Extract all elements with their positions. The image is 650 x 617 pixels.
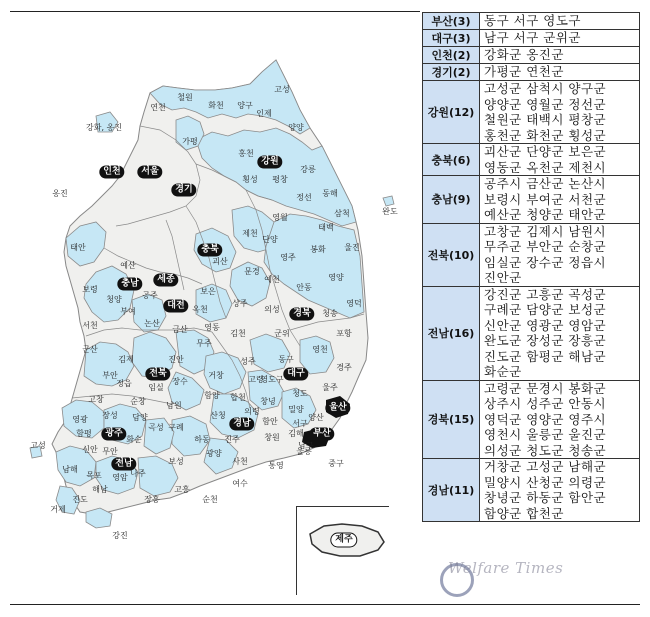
map-label: 영양 (328, 273, 344, 282)
region-pill-gyeongbuk: 경북 (289, 308, 314, 321)
province-cell: 강원(12) (423, 81, 480, 144)
map-label: 완도 (382, 207, 398, 216)
region-pill-gwangju: 광주 (101, 428, 126, 441)
region-pill-incheon: 인천 (99, 166, 124, 179)
map-label: 태백 (318, 223, 334, 232)
region-pill-daejeon: 대전 (163, 300, 188, 313)
region-pill-chungbuk: 충북 (197, 244, 222, 257)
map-label: 김해 (288, 429, 304, 438)
map-label: 홍천 (238, 149, 254, 158)
district-list-cell: 강진군 고흥군 곡성군 구례군 담양군 보성군 신안군 영광군 영암군 완도군 장성군 장흥군 진도군 함평군 해남군 화순군 (480, 286, 640, 380)
province-cell: 경북(15) (423, 380, 480, 459)
map-label: 거제 (50, 505, 66, 514)
map-label: 울주 (322, 383, 338, 392)
map-label: 군위 (274, 329, 290, 338)
region-row (423, 30, 640, 47)
map-label: 연천 (150, 103, 166, 112)
map-label: 예산 (120, 261, 136, 270)
map-label: 영도구 (260, 375, 284, 384)
map-label: 남원 (166, 401, 182, 410)
map-label: 중구 (328, 459, 344, 468)
map-label: 영주 (280, 253, 296, 262)
province-cell: 충북(6) (423, 144, 480, 176)
map-label: 화천 (208, 101, 224, 110)
map-label: 창원 (264, 433, 280, 442)
map-label: 부안 (102, 371, 118, 380)
map-label: 영광 (72, 415, 88, 424)
region-pill-sejong: 세종 (153, 274, 178, 287)
map-label: 영동 (204, 323, 220, 332)
district-list-cell: 거창군 고성군 남해군 밀양시 산청군 의령군 창녕군 하동군 함안군 함양군 합천군 (480, 459, 640, 522)
map-label: 예천 (264, 275, 280, 284)
region-pill-gyeonggi: 경기 (171, 184, 196, 197)
province-cell: 경기(2) (423, 64, 480, 81)
map-label: 영덕 (346, 299, 362, 308)
map-label: 순천 (202, 495, 218, 504)
province-cell: 대구(3) (423, 30, 480, 47)
map-label: 장성 (102, 411, 118, 420)
map-label: 정선 (296, 193, 312, 202)
map-label: 사천 (232, 457, 248, 466)
map-label: 울진 (344, 243, 360, 252)
region-pill-daegu: 대구 (283, 368, 308, 381)
map-label: 창녕 (260, 397, 276, 406)
map-label: 목포 (86, 471, 102, 480)
region-pill-jeonnam: 전남 (111, 458, 136, 471)
province-cell: 전북(10) (423, 223, 480, 286)
map-label: 인제 (256, 109, 272, 118)
map-label: 함양 (204, 391, 220, 400)
region-row (423, 380, 640, 459)
map-label: 안동 (296, 283, 312, 292)
map-label: 구례 (168, 423, 184, 432)
map-label: 서천 (82, 321, 98, 330)
map-label: 담양 (132, 413, 148, 422)
map-label: 신안 (82, 445, 98, 454)
region-row (423, 176, 640, 224)
map-label: 영암 (112, 473, 128, 482)
province-cell: 전남(16) (423, 286, 480, 380)
map-label: 봉화 (310, 245, 326, 254)
map-label: 여수 (232, 479, 248, 488)
province-cell: 경남(11) (423, 459, 480, 522)
map-label: 합천 (230, 393, 246, 402)
region-row (423, 144, 640, 176)
map-label: 양산 (308, 413, 324, 422)
map-label: 성주 (240, 357, 256, 366)
region-pill-gangwon: 강원 (257, 156, 282, 169)
region-row (423, 81, 640, 144)
map-label: 제천 (242, 229, 258, 238)
region-row (423, 223, 640, 286)
map-label: 무안 (102, 447, 118, 456)
map-label: 삼척 (334, 209, 350, 218)
map-label: 고창 (88, 395, 104, 404)
map-label: 논산 (144, 319, 160, 328)
map-label: 평창 (272, 175, 288, 184)
map-label: 양구 (237, 101, 253, 110)
map-label: 군산 (82, 345, 98, 354)
map-label: 정읍 (116, 379, 132, 388)
map-label: 영천 (312, 345, 328, 354)
region-row (423, 13, 640, 30)
map-label: 태안 (70, 243, 86, 252)
map-label: 진안 (168, 355, 184, 364)
map-label: 거창 (208, 371, 224, 380)
map-label: 경주 (336, 363, 352, 372)
map-label: 부여 (120, 307, 136, 316)
map-label: 상주 (232, 299, 248, 308)
region-row (423, 47, 640, 64)
map-label: 고성 (274, 85, 290, 94)
region-pill-chungnam: 충남 (117, 278, 142, 291)
map-label: 강화, 옹진 (86, 123, 122, 132)
region-row (423, 459, 640, 522)
region-pill-seoul: 서울 (137, 166, 162, 179)
map-label: 하동 (194, 435, 210, 444)
map-label: 양양 (288, 123, 304, 132)
map-label: 진주 (224, 435, 240, 444)
jeju-inset-frame (296, 506, 389, 595)
map-label: 곡성 (148, 423, 164, 432)
district-list-cell: 고령군 문경시 봉화군 상주시 성주군 안동시 영덕군 영양군 영주시 영천시 울릉군 울진군 의성군 청도군 청송군 (480, 380, 640, 459)
map-label: 진도 (72, 495, 88, 504)
region-pill-busan: 부산 (309, 428, 334, 441)
map-label: 울릉 (296, 447, 312, 456)
map-label: 공주 (142, 291, 158, 300)
region-pill-ulsan: 울산 (325, 402, 350, 415)
district-list-cell: 괴산군 단양군 보은군 영동군 옥천군 제천시 (480, 144, 640, 176)
region-table (422, 12, 640, 522)
map-label: 강진 (112, 531, 128, 540)
map-label: 산청 (210, 411, 226, 420)
map-label: 통영 (268, 461, 284, 470)
map-label: 보성 (168, 457, 184, 466)
district-list-cell: 고성군 삼척시 양구군 양양군 영월군 정선군 철원군 태백시 평창군 홍천군 화천군 횡성군 (480, 81, 640, 144)
district-list-cell: 남구 서구 군위군 (480, 30, 640, 47)
map-label: 장수 (172, 377, 188, 386)
map-label: 가평 (182, 137, 198, 146)
map-label: 보령 (82, 285, 98, 294)
map-label: 동구 (278, 355, 294, 364)
district-list-cell: 공주시 금산군 논산시 보령시 부여군 서천군 예산군 청양군 태안군 (480, 176, 640, 224)
province-cell: 부산(3) (423, 13, 480, 30)
map-label: 동해 (322, 189, 338, 198)
district-list-cell: 강화군 옹진군 (480, 47, 640, 64)
map-label: 강릉 (300, 165, 316, 174)
region-pill-gyeongnam: 경남 (229, 418, 254, 431)
map-label: 옥천 (192, 305, 208, 314)
district-list-cell: 가평군 연천군 (480, 64, 640, 81)
map-label: 화순 (126, 435, 142, 444)
bottom-rule (10, 604, 640, 605)
map-label: 의성 (264, 305, 280, 314)
province-cell: 인천(2) (423, 47, 480, 64)
map-label: 나주 (130, 469, 146, 478)
province-cell: 충남(9) (423, 176, 480, 224)
region-table-body (423, 13, 640, 522)
district-list-cell: 고창군 김제시 남원시 무주군 부안군 순창군 임실군 장수군 정읍시 진안군 (480, 223, 640, 286)
map-label: 함평 (76, 429, 92, 438)
map-label: 함안 (262, 417, 278, 426)
map-label: 옹진 (52, 189, 68, 198)
map-label: 의령 (244, 407, 260, 416)
map-label: 횡성 (242, 175, 258, 184)
map-label: 무주 (196, 339, 212, 348)
map-label: 철원 (177, 93, 193, 102)
map-label: 금산 (172, 325, 188, 334)
map-label: 괴산 (212, 257, 228, 266)
map-label: 문경 (244, 267, 260, 276)
map-label: 단양 (262, 235, 278, 244)
map-label: 임실 (148, 383, 164, 392)
region-row (423, 286, 640, 380)
map-label: 순창 (130, 397, 146, 406)
map-label: 포항 (336, 329, 352, 338)
map-label: 청양 (106, 295, 122, 304)
map-label: 남구 (298, 441, 314, 450)
map-label: 장흥 (144, 495, 160, 504)
map-label: 고성 (30, 441, 46, 450)
map-label: 서구 (292, 419, 308, 428)
region-pill-jeju: 제주 (330, 533, 357, 548)
map-label: 청송 (322, 309, 338, 318)
watermark-text: Welfare Times (448, 559, 564, 577)
region-row (423, 64, 640, 81)
map-label: 밀양 (288, 405, 304, 414)
map-label: 고령 (248, 375, 264, 384)
map-label: 영월 (272, 213, 288, 222)
map-label: 광양 (206, 449, 222, 458)
region-pill-jeonbuk: 전북 (145, 368, 170, 381)
map-label: 남해 (62, 465, 78, 474)
district-list-cell: 동구 서구 영도구 (480, 13, 640, 30)
map-label: 보은 (200, 287, 216, 296)
map-label: 고흥 (174, 485, 190, 494)
map-label: 청도 (292, 389, 308, 398)
map-label: 김제 (118, 355, 134, 364)
map-label: 해남 (92, 485, 108, 494)
map-label: 김천 (230, 329, 246, 338)
